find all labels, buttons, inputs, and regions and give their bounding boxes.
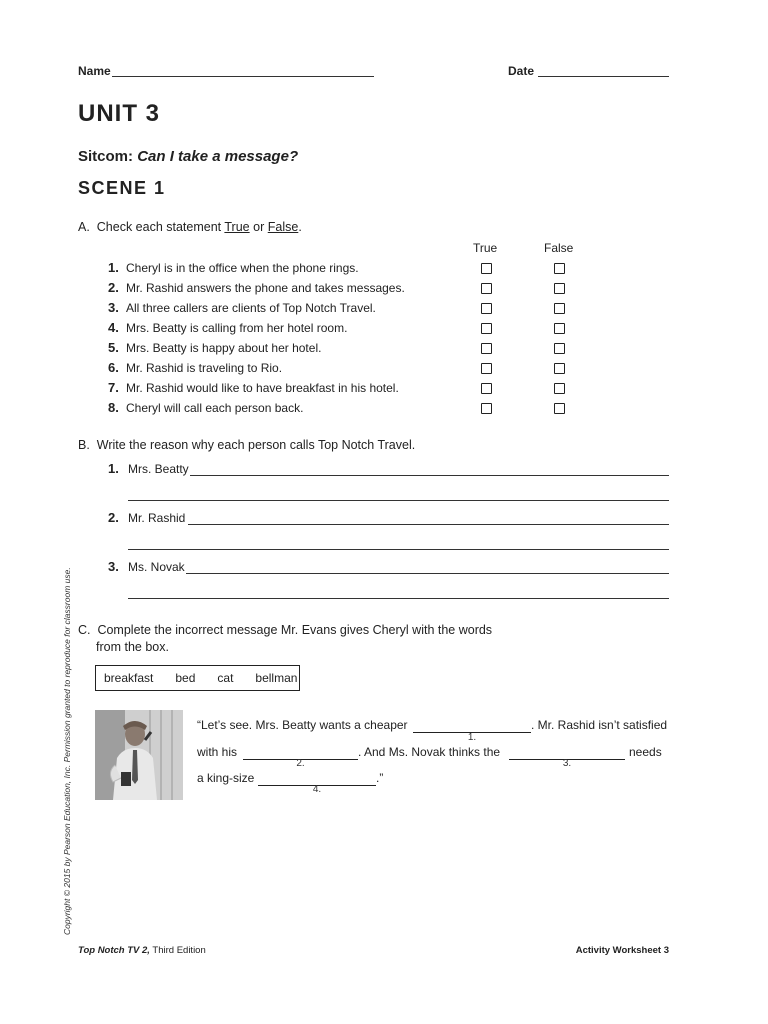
section-c-instruction — [78, 622, 492, 656]
statement-row — [108, 300, 376, 318]
false-checkbox[interactable] — [554, 283, 565, 294]
true-checkbox[interactable] — [481, 283, 492, 294]
blank-4-number: 4. — [312, 784, 322, 795]
blank-2-number: 2. — [296, 758, 305, 769]
statement-text: Cheryl will call each person back. — [126, 401, 304, 415]
b-item-3-name: Ms. Novak — [128, 560, 185, 574]
statement-row — [108, 380, 399, 398]
statement-text: All three callers are clients of Top Notch Travel. — [126, 301, 376, 315]
b-item-2-answer-line-2[interactable] — [128, 537, 669, 550]
b-item-1-number: 1. — [108, 461, 119, 476]
date-field[interactable] — [538, 64, 669, 77]
footer-edition: Third Edition — [149, 945, 206, 956]
statement-number: 2. — [108, 280, 119, 295]
statement-number: 3. — [108, 300, 119, 315]
mr-evans-photo — [95, 710, 183, 800]
statement-row — [108, 360, 282, 378]
name-label: Name — [78, 64, 111, 78]
true-checkbox[interactable] — [481, 323, 492, 334]
name-field[interactable] — [112, 64, 374, 77]
section-c-text-line-2: from the box. — [96, 640, 169, 654]
b-item-2-number: 2. — [108, 510, 119, 525]
message-line-2-b: . And Ms. Novak thinks the — [358, 745, 501, 759]
section-b-instruction — [78, 438, 415, 452]
statement-number: 7. — [108, 380, 119, 395]
sitcom-prefix: Sitcom: — [78, 148, 134, 165]
sitcom-title: Can I take a message? — [137, 148, 299, 165]
true-checkbox[interactable] — [481, 343, 492, 354]
false-checkbox[interactable] — [554, 343, 565, 354]
statement-text: Mr. Rashid is traveling to Rio. — [126, 361, 283, 375]
word-true: True — [224, 220, 250, 234]
false-checkbox[interactable] — [554, 303, 565, 314]
true-checkbox[interactable] — [481, 303, 492, 314]
unit-title: UNIT 3 — [78, 100, 161, 127]
period: . — [298, 220, 302, 234]
section-c-text-line-1: Complete the incorrect message Mr. Evans gives Cheryl with the words — [97, 623, 493, 637]
section-a-letter: A. — [78, 220, 90, 234]
section-a-text: Check each statement — [96, 220, 222, 234]
false-checkbox[interactable] — [554, 403, 565, 414]
section-b-text: Write the reason why each person calls Top Notch Travel. — [96, 438, 416, 452]
word-false: False — [267, 220, 299, 234]
statement-row — [108, 280, 405, 298]
statement-row — [108, 340, 321, 358]
statement-number: 4. — [108, 320, 119, 335]
blank-1-number: 1. — [467, 732, 477, 743]
false-checkbox[interactable] — [554, 383, 565, 394]
statement-text: Mr. Rashid answers the phone and takes messages. — [126, 281, 405, 295]
scene-title: SCENE 1 — [78, 178, 166, 198]
statement-row — [108, 320, 347, 338]
section-c-letter: C. — [78, 623, 91, 637]
b-item-3-answer-line-1[interactable] — [186, 560, 669, 574]
footer-worksheet: Activity Worksheet 3 — [575, 945, 669, 956]
column-true-header: True — [473, 241, 498, 255]
statement-number: 8. — [108, 400, 119, 415]
b-item-1-answer-line-1[interactable] — [190, 462, 669, 476]
message-blank-1[interactable] — [413, 718, 531, 733]
section-a-instruction — [78, 220, 302, 234]
true-checkbox[interactable] — [481, 363, 492, 374]
word-or: or — [253, 220, 265, 234]
statement-number: 1. — [108, 260, 119, 275]
blank-3-number: 3. — [562, 758, 572, 769]
word-box — [95, 665, 300, 691]
statement-row — [108, 260, 359, 278]
message-line-3-b: .” — [376, 771, 384, 785]
statement-number: 5. — [108, 340, 119, 355]
sitcom-heading — [78, 148, 298, 165]
copyright-notice: Copyright © 2015 by Pearson Education, Inc. Permission granted to reproduce for classroom use. — [62, 567, 72, 935]
footer-book — [78, 945, 206, 956]
message-line-3-a: a king-size — [197, 771, 255, 785]
true-checkbox[interactable] — [481, 403, 492, 414]
column-false-header: False — [544, 241, 574, 255]
statement-text: Cheryl is in the office when the phone rings. — [126, 261, 359, 275]
b-item-1-name: Mrs. Beatty — [128, 462, 189, 476]
b-item-1-answer-line-2[interactable] — [128, 488, 669, 501]
statement-text: Mrs. Beatty is happy about her hotel. — [126, 341, 322, 355]
word-box-item: bed — [175, 671, 196, 685]
message-line-2-c: needs — [629, 745, 662, 759]
true-checkbox[interactable] — [481, 383, 492, 394]
statement-number: 6. — [108, 360, 119, 375]
b-item-2-answer-line-1[interactable] — [188, 511, 669, 525]
word-box-item: breakfast — [104, 671, 154, 685]
man-on-phone-illustration — [95, 710, 183, 800]
section-b-letter: B. — [78, 438, 90, 452]
message-line-2-a: with his — [197, 745, 238, 759]
word-box-item: cat — [217, 671, 234, 685]
true-checkbox[interactable] — [481, 263, 492, 274]
word-box-item: bellman — [255, 671, 298, 685]
statement-text: Mr. Rashid would like to have breakfast in his hotel. — [126, 381, 399, 395]
false-checkbox[interactable] — [554, 323, 565, 334]
false-checkbox[interactable] — [554, 263, 565, 274]
statement-row — [108, 400, 303, 418]
message-line-1-a: “Let’s see. Mrs. Beatty wants a cheaper — [197, 718, 408, 732]
b-item-3-number: 3. — [108, 559, 119, 574]
footer-book-title: Top Notch TV 2, — [78, 945, 150, 956]
message-line-1-b: . Mr. Rashid isn’t satisfied — [531, 718, 668, 732]
b-item-2-name: Mr. Rashid — [128, 511, 186, 525]
date-label: Date — [508, 64, 535, 78]
b-item-3-answer-line-2[interactable] — [128, 586, 669, 599]
statement-text: Mrs. Beatty is calling from her hotel room. — [126, 321, 348, 335]
false-checkbox[interactable] — [554, 363, 565, 374]
